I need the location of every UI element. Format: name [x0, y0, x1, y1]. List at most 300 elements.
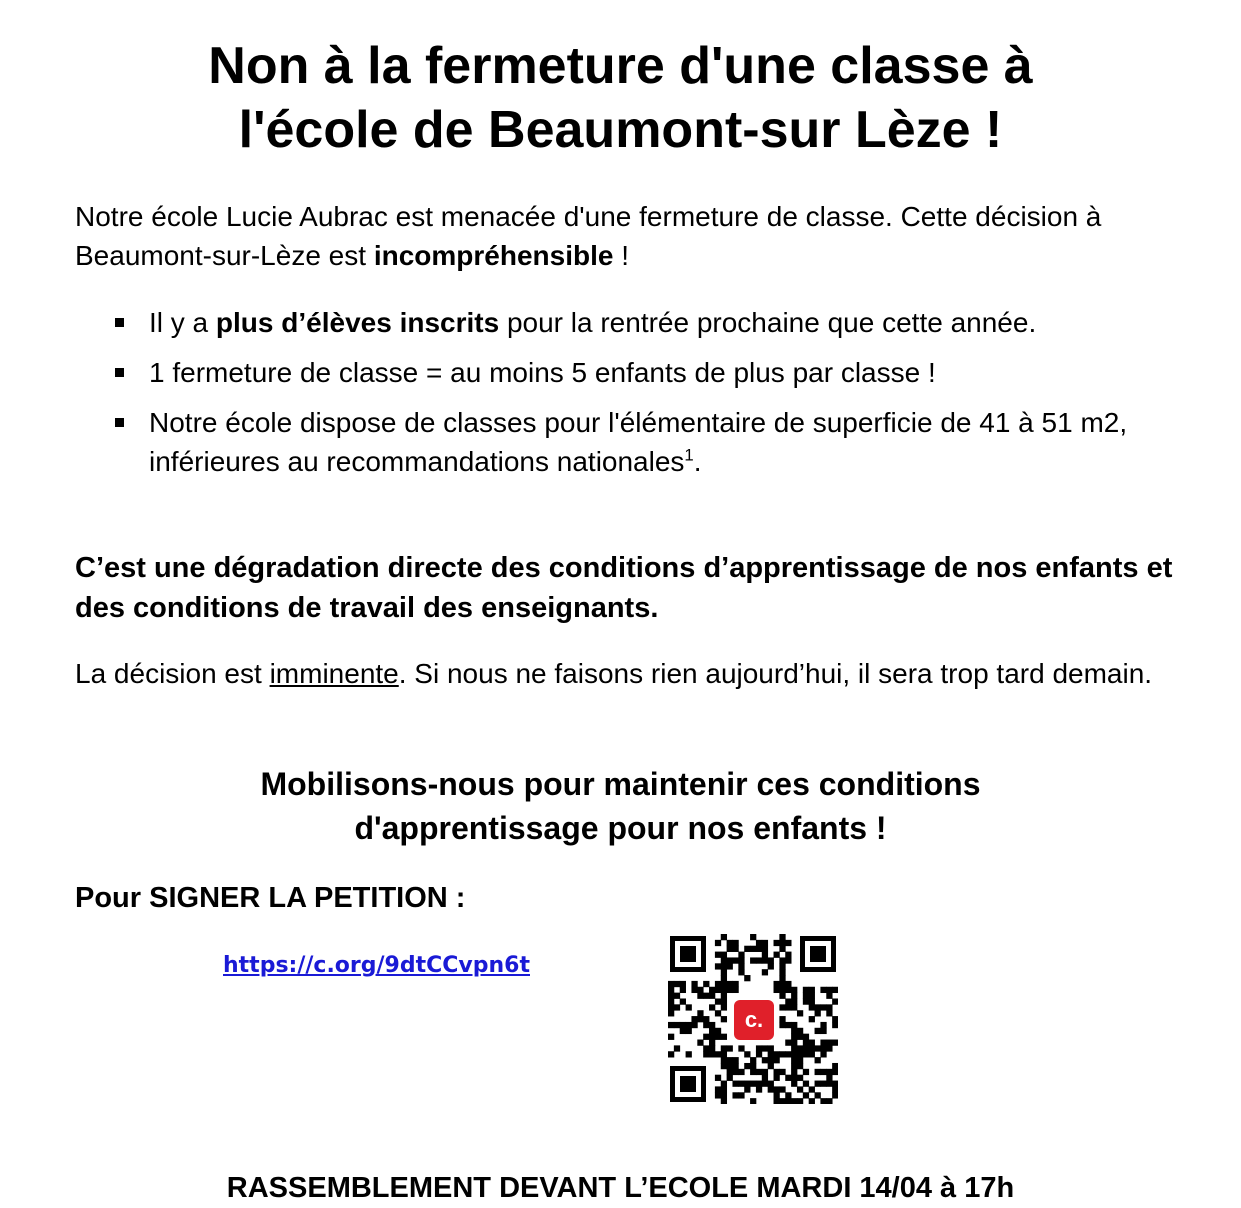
- qr-module: [709, 1045, 715, 1051]
- impact-statement: C’est une dégradation directe des conditions d’apprentissage de nos enfants et des conditions de travail des enseignants.: [75, 552, 1173, 624]
- qr-module: [774, 940, 780, 946]
- qr-module: [803, 1081, 809, 1087]
- qr-module: [721, 1004, 727, 1010]
- qr-module: [774, 981, 780, 987]
- qr-module: [779, 1022, 785, 1028]
- qr-module: [826, 987, 832, 993]
- qr-module: [768, 1086, 774, 1092]
- qr-module: [791, 1075, 797, 1081]
- qr-module: [721, 969, 727, 975]
- qr-module: [703, 993, 709, 999]
- qr-module: [732, 1092, 738, 1098]
- qr-module: [826, 1081, 832, 1087]
- qr-module: [668, 1051, 674, 1057]
- qr-module: [727, 1045, 733, 1051]
- qr-module: [750, 1063, 756, 1069]
- qr-module: [779, 969, 785, 975]
- qr-module: [785, 952, 791, 958]
- qr-module: [797, 1034, 803, 1040]
- qr-module: [674, 1045, 680, 1051]
- qr-module: [691, 1016, 697, 1022]
- qr-module: [697, 1010, 703, 1016]
- qr-finder-top-left: [670, 936, 706, 972]
- qr-module: [791, 1004, 797, 1010]
- qr-module: [721, 957, 727, 963]
- qr-module: [762, 940, 768, 946]
- urgency-underlined: imminente: [269, 658, 399, 689]
- qr-module: [791, 1051, 797, 1057]
- reasons-list: [75, 303, 1175, 481]
- qr-module: [686, 1051, 692, 1057]
- reason-1-emphasis: plus d’élèves inscrits: [215, 307, 500, 338]
- qr-module: [768, 1057, 774, 1063]
- sign-petition-heading: Pour SIGNER LA PETITION :: [75, 882, 466, 914]
- qr-module: [727, 1063, 733, 1069]
- qr-module: [803, 998, 809, 1004]
- qr-module: [779, 1051, 785, 1057]
- qr-module: [697, 993, 703, 999]
- qr-module: [721, 1057, 727, 1063]
- qr-module: [826, 993, 832, 999]
- urgency-before: La décision est: [75, 658, 270, 689]
- qr-module: [738, 1069, 744, 1075]
- qr-module: [744, 1063, 750, 1069]
- qr-module: [727, 946, 733, 952]
- qr-module: [709, 1004, 715, 1010]
- qr-module: [721, 1098, 727, 1104]
- qr-module: [785, 1092, 791, 1098]
- qr-module: [732, 1081, 738, 1087]
- qr-module: [721, 987, 727, 993]
- qr-module: [721, 934, 727, 940]
- intro-end: !: [613, 240, 629, 271]
- qr-module: [809, 1051, 815, 1057]
- qr-module: [762, 969, 768, 975]
- qr-module: [791, 1063, 797, 1069]
- qr-module: [668, 1010, 674, 1016]
- qr-module: [727, 1057, 733, 1063]
- qr-module: [826, 1040, 832, 1046]
- qr-module: [715, 987, 721, 993]
- qr-module: [809, 1098, 815, 1104]
- qr-module: [686, 1022, 692, 1028]
- qr-module: [815, 1092, 821, 1098]
- qr-module: [815, 1028, 821, 1034]
- qr-module: [797, 1045, 803, 1051]
- qr-module: [680, 1028, 686, 1034]
- qr-module: [762, 1075, 768, 1081]
- qr-module: [709, 987, 715, 993]
- qr-module: [779, 946, 785, 952]
- qr-module: [709, 1034, 715, 1040]
- qr-module: [785, 1098, 791, 1104]
- qr-module: [703, 1022, 709, 1028]
- qr-module: [791, 1081, 797, 1087]
- qr-module: [762, 952, 768, 958]
- qr-module: [703, 1016, 709, 1022]
- reason-1-before: Il y a: [149, 307, 216, 338]
- qr-module: [809, 987, 815, 993]
- qr-module: [668, 998, 674, 1004]
- qr-module: [779, 1098, 785, 1104]
- qr-module: [750, 1081, 756, 1087]
- qr-module: [815, 1081, 821, 1087]
- qr-module: [803, 1034, 809, 1040]
- qr-module: [774, 1057, 780, 1063]
- reason-1-after: pour la rentrée prochaine que cette année.: [499, 307, 1037, 338]
- qr-module: [785, 940, 791, 946]
- qr-module: [809, 1040, 815, 1046]
- qr-module: [750, 946, 756, 952]
- qr-module: [756, 1045, 762, 1051]
- qr-module: [820, 1028, 826, 1034]
- qr-module: [691, 981, 697, 987]
- qr-module: [820, 1081, 826, 1087]
- qr-module: [750, 1098, 756, 1104]
- qr-module: [668, 1022, 674, 1028]
- qr-module: [785, 1051, 791, 1057]
- qr-module: [732, 957, 738, 963]
- qr-module: [803, 1040, 809, 1046]
- qr-module: [732, 1057, 738, 1063]
- list-item: [75, 353, 1175, 392]
- qr-module: [732, 981, 738, 987]
- qr-module: [762, 1057, 768, 1063]
- qr-module: [721, 993, 727, 999]
- qr-module: [826, 1004, 832, 1010]
- mobilize-line-1: Mobilisons-nous pour maintenir ces conditions: [260, 766, 981, 802]
- qr-module: [715, 1010, 721, 1016]
- qr-module: [832, 998, 838, 1004]
- qr-module: [727, 1069, 733, 1075]
- qr-module: [721, 1045, 727, 1051]
- qr-module: [668, 1034, 674, 1040]
- qr-module: [750, 957, 756, 963]
- qr-module: [797, 1086, 803, 1092]
- mobilize-line-2: d'apprentissage pour nos enfants !: [354, 810, 887, 846]
- qr-module: [791, 1028, 797, 1034]
- qr-module: [797, 1098, 803, 1104]
- qr-module: [715, 1092, 721, 1098]
- qr-module: [721, 998, 727, 1004]
- qr-module: [820, 1040, 826, 1046]
- qr-module: [762, 946, 768, 952]
- qr-module: [697, 987, 703, 993]
- qr-logo-text: c.: [744, 1007, 764, 1032]
- qr-module: [686, 1028, 692, 1034]
- qr-module: [820, 1051, 826, 1057]
- qr-module: [832, 1040, 838, 1046]
- list-item: [75, 303, 1175, 342]
- list-item: [75, 403, 1175, 481]
- qr-module: [715, 1028, 721, 1034]
- qr-module: [709, 1051, 715, 1057]
- qr-module: [768, 1063, 774, 1069]
- qr-module: [803, 1092, 809, 1098]
- qr-module: [809, 998, 815, 1004]
- qr-module: [703, 981, 709, 987]
- qr-module: [785, 1040, 791, 1046]
- qr-module: [715, 981, 721, 987]
- qr-module: [809, 1086, 815, 1092]
- qr-module: [762, 1081, 768, 1087]
- qr-module: [744, 975, 750, 981]
- qr-module: [715, 998, 721, 1004]
- petition-link[interactable]: https://c.org/9dtCCvpn6t: [223, 953, 530, 978]
- qr-module: [715, 1051, 721, 1057]
- qr-module: [815, 1069, 821, 1075]
- qr-module: [680, 987, 686, 993]
- qr-module: [791, 1040, 797, 1046]
- qr-finder-bottom-left: [670, 1066, 706, 1102]
- qr-module: [668, 987, 674, 993]
- qr-module: [744, 1081, 750, 1087]
- intro-text: Notre école Lucie Aubrac est menacée d'une fermeture de classe. Cette décision à Beaumont-sur-Lèze est: [75, 201, 1102, 271]
- qr-module: [721, 1063, 727, 1069]
- qr-module: [674, 1022, 680, 1028]
- mobilize-heading: [100, 762, 1141, 850]
- footnote-marker: 1: [684, 445, 694, 465]
- qr-module: [756, 957, 762, 963]
- qr-module: [779, 1086, 785, 1092]
- qr-module: [779, 981, 785, 987]
- reason-2-text: 1 fermeture de classe = au moins 5 enfants de plus par classe !: [149, 357, 936, 388]
- qr-module: [785, 998, 791, 1004]
- qr-module: [750, 1057, 756, 1063]
- qr-module: [744, 1051, 750, 1057]
- qr-module: [680, 981, 686, 987]
- qr-module: [756, 940, 762, 946]
- qr-code[interactable]: [668, 934, 838, 1104]
- qr-module: [715, 1034, 721, 1040]
- qr-module: [779, 957, 785, 963]
- qr-module: [820, 1022, 826, 1028]
- qr-module: [721, 1034, 727, 1040]
- qr-module: [721, 981, 727, 987]
- urgency-paragraph: [75, 654, 1175, 693]
- qr-module: [727, 963, 733, 969]
- qr-module: [832, 1022, 838, 1028]
- intro-emphasis: incompréhensible: [373, 240, 614, 271]
- title-line-1: Non à la fermeture d'une classe à: [208, 37, 1033, 95]
- qr-module: [768, 1081, 774, 1087]
- qr-module: [697, 1016, 703, 1022]
- qr-module: [832, 1069, 838, 1075]
- qr-module: [715, 963, 721, 969]
- qr-module: [785, 1075, 791, 1081]
- qr-module: [832, 1016, 838, 1022]
- qr-module: [826, 1010, 832, 1016]
- qr-module: [768, 1045, 774, 1051]
- qr-module: [832, 1086, 838, 1092]
- qr-module: [809, 1045, 815, 1051]
- qr-module: [820, 1098, 826, 1104]
- urgency-after: . Si nous ne faisons rien aujourd’hui, il sera trop tard demain.: [398, 658, 1153, 689]
- qr-module: [738, 969, 744, 975]
- qr-module: [721, 975, 727, 981]
- qr-module: [697, 1040, 703, 1046]
- qr-module: [791, 1022, 797, 1028]
- qr-module: [791, 987, 797, 993]
- qr-module: [774, 1075, 780, 1081]
- qr-module: [721, 952, 727, 958]
- qr-finder-top-right: [800, 936, 836, 972]
- qr-module: [815, 1057, 821, 1063]
- qr-module: [732, 946, 738, 952]
- qr-module: [727, 987, 733, 993]
- qr-module: [797, 1028, 803, 1034]
- qr-module: [721, 963, 727, 969]
- qr-module: [815, 1045, 821, 1051]
- qr-module: [779, 963, 785, 969]
- qr-module: [779, 940, 785, 946]
- qr-module: [727, 940, 733, 946]
- qr-module: [791, 993, 797, 999]
- qr-module: [738, 1045, 744, 1051]
- qr-module: [744, 1086, 750, 1092]
- qr-module: [809, 1004, 815, 1010]
- qr-module: [709, 993, 715, 999]
- qr-module: [774, 952, 780, 958]
- qr-module: [680, 1022, 686, 1028]
- qr-module: [756, 946, 762, 952]
- qr-module: [832, 987, 838, 993]
- qr-module: [826, 1098, 832, 1104]
- reason-3-end: .: [693, 446, 702, 477]
- qr-module: [709, 1028, 715, 1034]
- qr-module: [732, 1069, 738, 1075]
- qr-module: [809, 1016, 815, 1022]
- qr-module: [727, 957, 733, 963]
- qr-module: [732, 940, 738, 946]
- qr-module: [826, 1075, 832, 1081]
- qr-module: [721, 1081, 727, 1087]
- qr-module: [744, 946, 750, 952]
- qr-module: [715, 1075, 721, 1081]
- qr-module: [750, 934, 756, 940]
- qr-module: [826, 1069, 832, 1075]
- qr-module: [774, 987, 780, 993]
- qr-module: [774, 1098, 780, 1104]
- qr-module: [803, 987, 809, 993]
- gathering-announcement: RASSEMBLEMENT DEVANT L’ECOLE MARDI 14/04 à 17h: [226, 1172, 1015, 1204]
- qr-module: [815, 1010, 821, 1016]
- qr-module: [785, 1022, 791, 1028]
- qr-module: [756, 1051, 762, 1057]
- qr-module: [674, 993, 680, 999]
- qr-module: [779, 1016, 785, 1022]
- qr-module: [691, 1022, 697, 1028]
- qr-module: [779, 987, 785, 993]
- qr-module: [803, 1069, 809, 1075]
- qr-module: [797, 1010, 803, 1016]
- qr-module: [791, 1069, 797, 1075]
- qr-module: [721, 1086, 727, 1092]
- qr-module: [785, 987, 791, 993]
- qr-module: [774, 1086, 780, 1092]
- qr-module: [785, 957, 791, 963]
- qr-module: [727, 1075, 733, 1081]
- qr-module: [738, 1092, 744, 1098]
- qr-module: [721, 1016, 727, 1022]
- qr-module: [709, 1022, 715, 1028]
- qr-module: [715, 952, 721, 958]
- qr-module: [715, 940, 721, 946]
- qr-module: [680, 998, 686, 1004]
- qr-module: [709, 1040, 715, 1046]
- qr-module: [738, 952, 744, 958]
- qr-module: [832, 1081, 838, 1087]
- qr-module: [815, 1004, 821, 1010]
- qr-module: [820, 987, 826, 993]
- qr-module: [832, 1063, 838, 1069]
- qr-module: [668, 993, 674, 999]
- qr-module: [826, 1045, 832, 1051]
- qr-module: [791, 1057, 797, 1063]
- qr-module: [668, 1004, 674, 1010]
- qr-module: [774, 1092, 780, 1098]
- qr-module: [756, 1081, 762, 1087]
- qr-module: [715, 1086, 721, 1092]
- qr-module: [820, 1045, 826, 1051]
- qr-module: [768, 957, 774, 963]
- qr-module: [774, 1069, 780, 1075]
- qr-module: [820, 1069, 826, 1075]
- qr-module: [732, 987, 738, 993]
- qr-module: [779, 993, 785, 999]
- qr-module: [703, 1034, 709, 1040]
- qr-module: [774, 1051, 780, 1057]
- qr-module: [732, 1063, 738, 1069]
- qr-module: [750, 1069, 756, 1075]
- qr-module: [779, 934, 785, 940]
- title-line-2: l'école de Beaumont-sur Lèze !: [238, 101, 1003, 159]
- qr-module: [797, 1063, 803, 1069]
- qr-module: [727, 981, 733, 987]
- qr-module: [703, 1051, 709, 1057]
- qr-module: [803, 993, 809, 999]
- qr-module: [791, 1098, 797, 1104]
- qr-module: [768, 963, 774, 969]
- qr-module: [686, 1004, 692, 1010]
- qr-module: [738, 963, 744, 969]
- qr-module: [803, 1051, 809, 1057]
- qr-module: [809, 993, 815, 999]
- qr-module: [762, 1045, 768, 1051]
- qr-module: [674, 981, 680, 987]
- qr-module: [674, 1004, 680, 1010]
- qr-module: [721, 1092, 727, 1098]
- qr-module: [791, 998, 797, 1004]
- qr-module: [785, 981, 791, 987]
- reason-3-text: Notre école dispose de classes pour l'élémentaire de superficie de 41 à 51 m2, inférieures au recommandations nationales: [149, 407, 1128, 477]
- qr-module: [756, 1086, 762, 1092]
- qr-module: [791, 1045, 797, 1051]
- qr-module: [803, 1045, 809, 1051]
- qr-module: [668, 981, 674, 987]
- qr-module: [721, 1051, 727, 1057]
- qr-module: [691, 987, 697, 993]
- qr-module: [797, 1075, 803, 1081]
- qr-module: [797, 1051, 803, 1057]
- qr-module: [768, 1051, 774, 1057]
- qr-module: [738, 1081, 744, 1087]
- qr-module: [762, 957, 768, 963]
- qr-module: [779, 975, 785, 981]
- intro-paragraph: [75, 197, 1175, 275]
- qr-module: [779, 1004, 785, 1010]
- qr-module: [703, 1045, 709, 1051]
